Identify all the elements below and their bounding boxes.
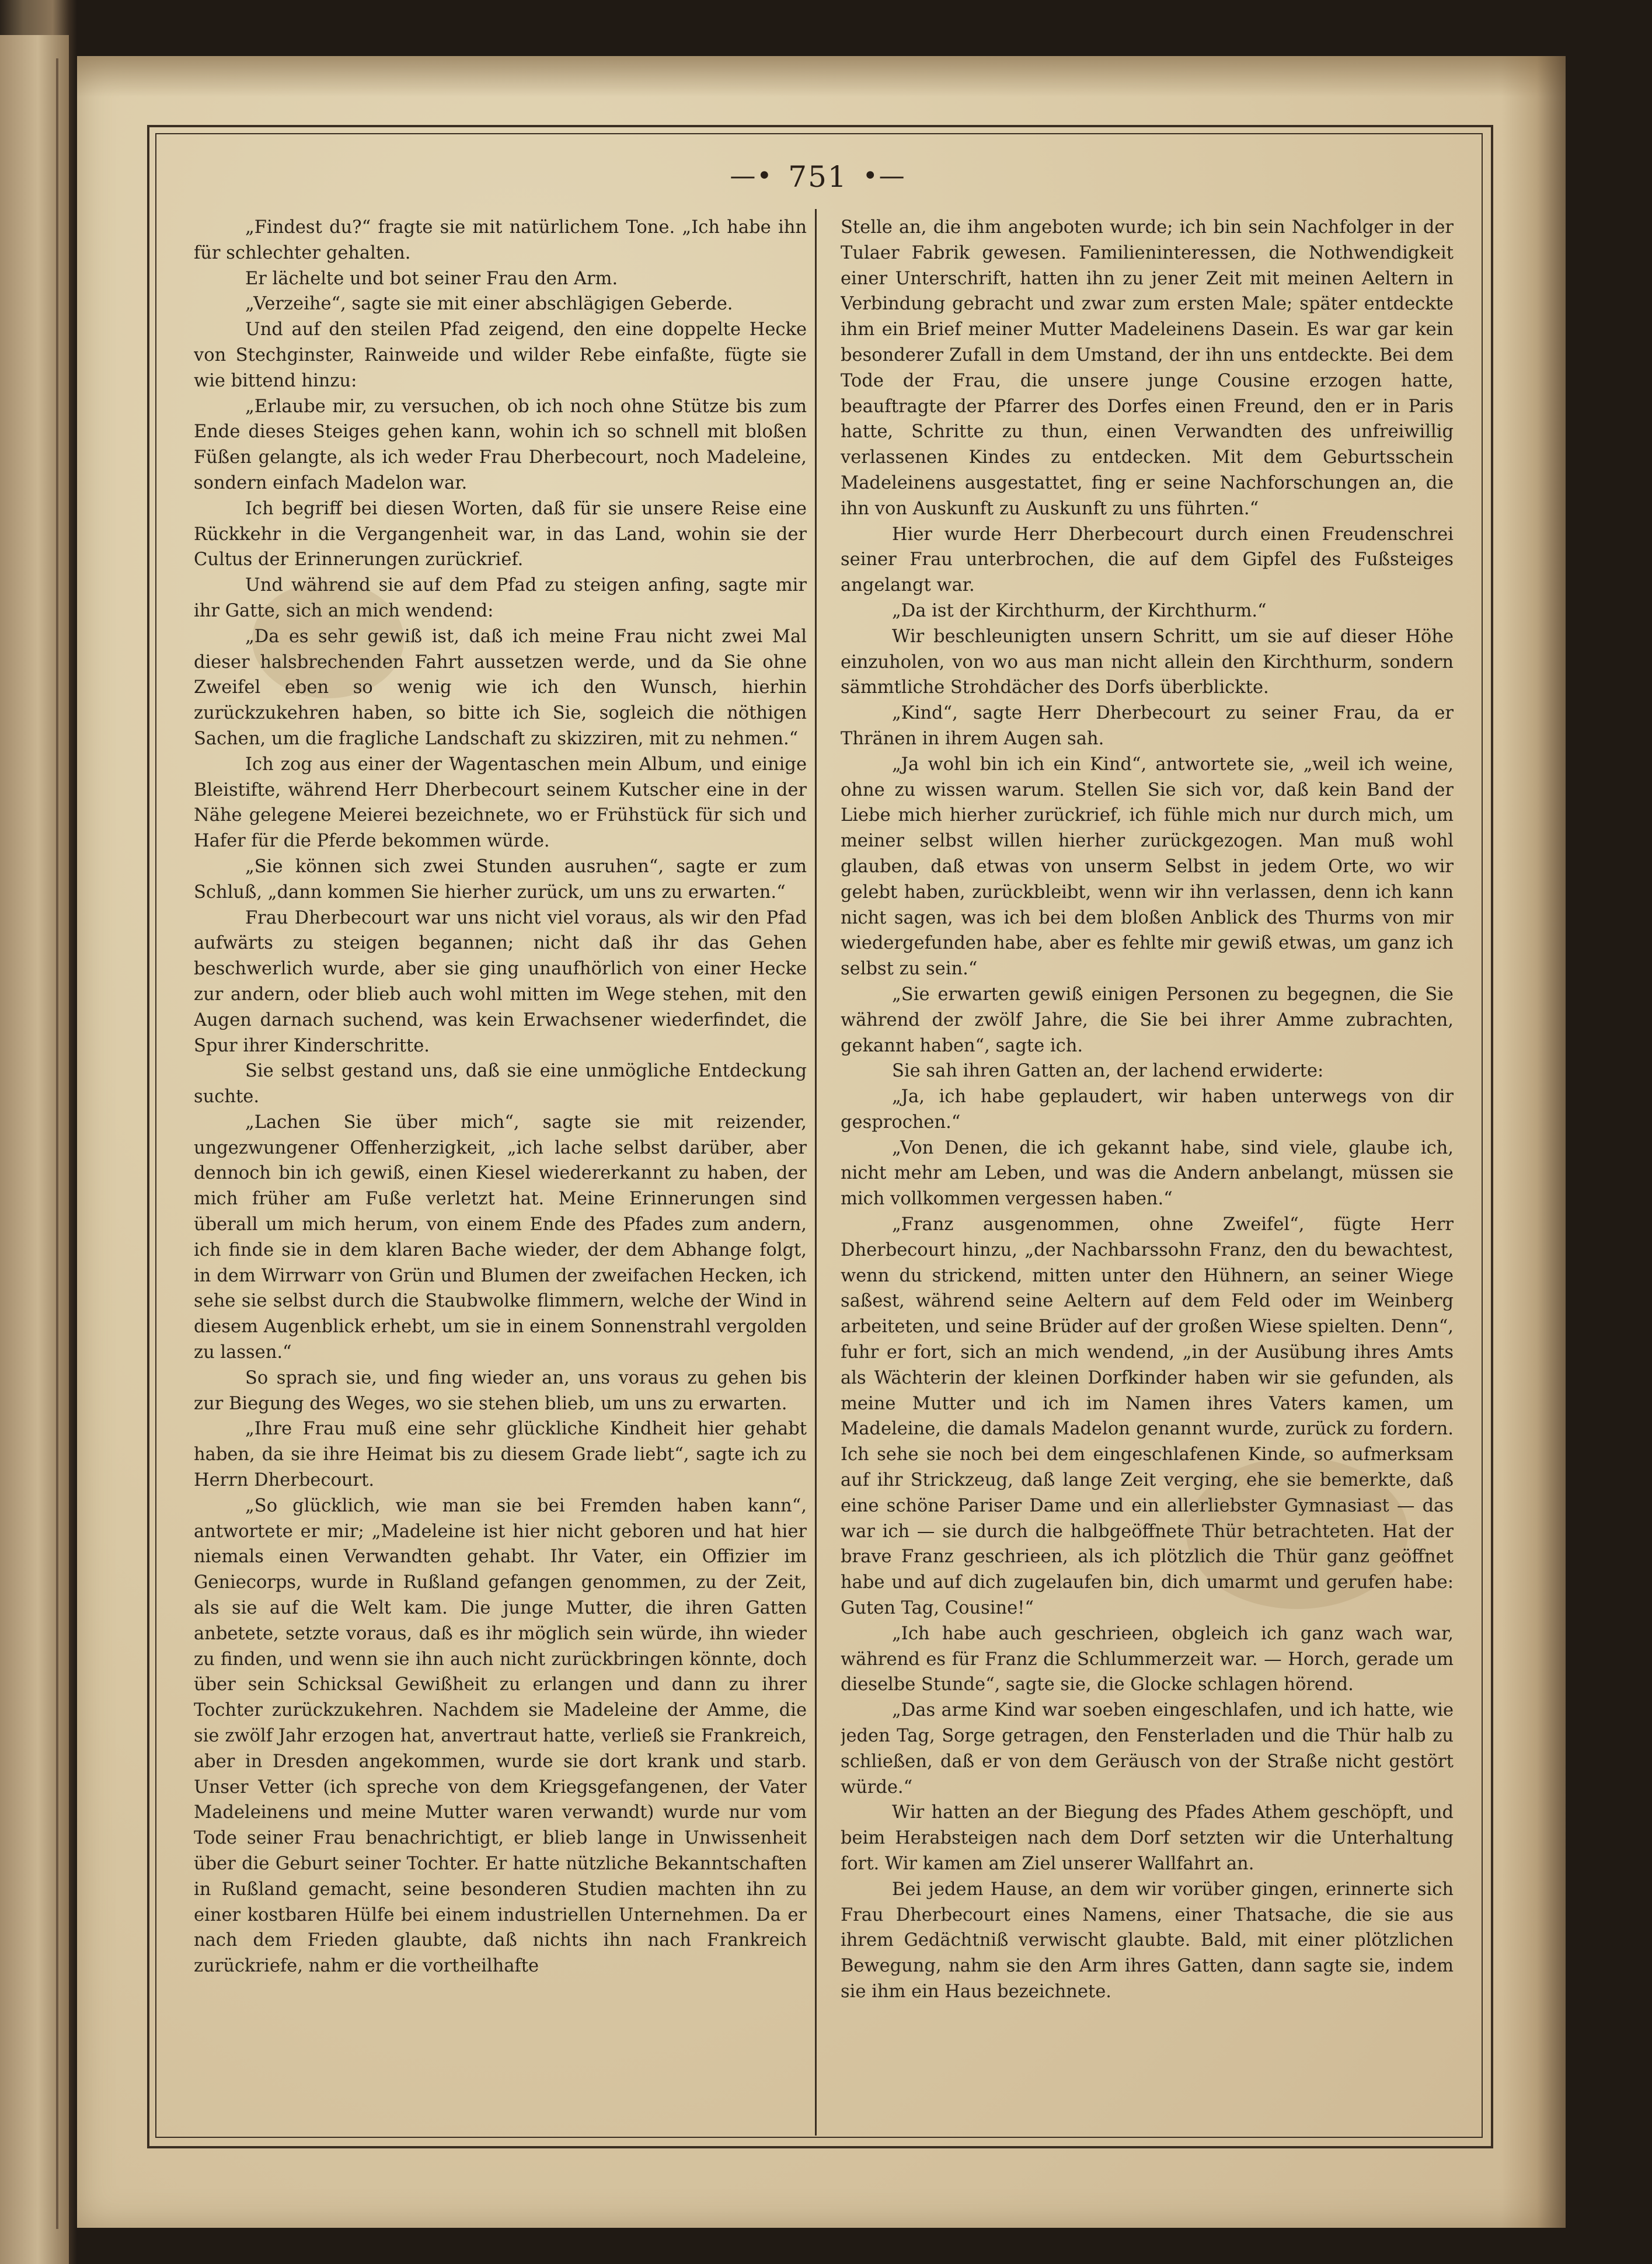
paragraph: So sprach sie, und fing wieder an, uns voraus zu gehen bis zur Biegung des Weges, wo sie stehen blieb, um uns zu erwarten. [194, 1367, 807, 1414]
paragraph: Sie sah ihren Gatten an, der lachend erwiderte: [892, 1061, 1324, 1082]
left-column [194, 215, 807, 2133]
paragraph: Bei jedem Hause, an dem wir vorüber gingen, erinnerte sich Frau Dherbecourt eines Namens, einer Thatsache, die sie aus ihrem Gedächtniß verwischt glaubte. Bald, mit einer plötzlichen Bewegung, nahm sie den Arm ihres Gatten, dann sagte sie, indem sie ihm ein Haus bezeichnete. [841, 1879, 1454, 2002]
header-ornament-left: —• [730, 161, 773, 191]
paragraph: „Kind“, sagte Herr Dherbecourt zu seiner Frau, da er Thränen in ihrem Augen sah. [841, 703, 1454, 749]
paragraph: „Ich habe auch geschrieen, obgleich ich ganz wach war, während es für Franz die Schlummerzeit war. — Horch, gerade um dieselbe Stunde“, sagte sie, die Glocke schlagen hörend. [841, 1623, 1454, 1695]
facing-page-edge [0, 35, 69, 2264]
paragraph: „Von Denen, die ich gekannt habe, sind viele, glaube ich, nicht mehr am Leben, und was die Andern anbelangt, müssen sie mich vollkommen vergessen haben.“ [841, 1137, 1454, 1210]
paragraph: Frau Dherbecourt war uns nicht viel voraus, als wir den Pfad aufwärts zu steigen begannen; nicht daß ihr das Gehen beschwerlich wurde, aber sie ging unaufhörlich von einer Hecke zur andern, oder blieb auch wohl mitten im Wege stehen, mit den Augen darnach suchend, was kein Erwachsener wiederfindet, die Spur ihrer Kinderschritte. [194, 907, 807, 1056]
paragraph: „Sie können sich zwei Stunden ausruhen“, sagte er zum Schluß, „dann kommen Sie hierher zurück, um uns zu erwarten.“ [194, 856, 807, 903]
paragraph: „Findest du?“ fragte sie mit natürlichem Tone. „Ich habe ihn für schlechter gehalten. [194, 217, 807, 263]
header-ornament-right: •— [862, 161, 906, 191]
paragraph: Ich begriff bei diesen Worten, daß für sie unsere Reise eine Rückkehr in die Vergangenheit war, in das Land, wohin sie der Cultus der Erinnerungen zurückrief. [194, 498, 807, 570]
paragraph: „Ja, ich habe geplaudert, wir haben unterwegs von dir gesprochen.“ [841, 1086, 1454, 1133]
paragraph: Ich zog aus einer der Wagentaschen mein Album, und einige Bleistifte, während Herr Dherbecourt seinem Kutscher eine in der Nähe gelegene Meierei bezeichnete, wo er Frühstück für sich und Hafer für die Pferde bekommen würde. [194, 754, 807, 852]
page-number: 751 [788, 160, 848, 194]
paragraph: „Ja wohl bin ich ein Kind“, antwortete sie, „weil ich weine, ohne zu wissen warum. Stellen Sie sich vor, daß kein Band der Liebe mich hierher zurückrief, ich fühle mich nur durch mich, um meiner selbst willen hierher zurückgezogen. Man muß wohl glauben, daß etwas von unserm Selbst in jedem Orte, wo wir gelebt haben, zurückbleibt, wenn wir ihn verlassen, denn ich kann nicht sagen, was ich bei dem bloßen Anblick des Thurms von mir wiedergefunden habe, aber es fehlte mir gewiß etwas, um ganz ich selbst zu sein.“ [841, 754, 1454, 980]
column-rule [815, 209, 817, 2136]
paragraph: „Ihre Frau muß eine sehr glückliche Kindheit hier gehabt haben, da sie ihre Heimat bis zu diesem Grade liebt“, sagte ich zu Herrn Dherbecourt. [194, 1419, 807, 1491]
paragraph: „Lachen Sie über mich“, sagte sie mit reizender, ungezwungener Offenherzigkeit, „ich lache selbst darüber, aber dennoch bin ich gewiß, einen Kiesel wiedererkannt zu haben, der mich früher am Fuße verletzt hat. Meine Erinnerungen sind überall um mich herum, von einem Ende des Pfades zum andern, ich finde sie in dem klaren Bache wieder, der dem Abhange folgt, in dem Wirrwarr von Grün und Blumen der zweifachen Hecken, ich sehe sie selbst durch die Staubwolke flimmern, welche der Wind in diesem Augenblick erhebt, um sie in einem Sonnenstrahl vergolden zu lassen.“ [194, 1112, 807, 1363]
paragraph: „So glücklich, wie man sie bei Fremden haben kann“, antwortete er mir; „Madeleine ist hier nicht geboren und hat hier niemals einen Verwandten gehabt. Ihr Vater, ein Offizier im Geniecorps, wurde in Rußland gefangen genommen, zu der Zeit, als sie auf die Welt kam. Die junge Mutter, die ihren Gatten anbetete, setzte voraus, daß es ihr möglich sein würde, ihn wieder zu finden, und wenn sie ihn auch nicht zurückbringen könnte, doch über sein Schicksal Gewißheit zu erlangen und dann zu ihrer Tochter zurückzukehren. Nachdem sie Madeleine der Amme, die sie zwölf Jahr erzogen hat, anvertraut hatte, verließ sie Frankreich, aber in Dresden angekommen, wurde sie dort krank und starb. Unser Vetter (ich spreche von dem Kriegsgefangenen, der Vater Madeleinens und meine Mutter waren verwandt) wurde nur vom Tode seiner Frau benachrichtigt, er blieb lange in Unwissenheit über die Geburt seiner Tochter. Er hatte nützliche Bekanntschaften in Rußland gemacht, seine besonderen Studien machten ihn zu einer kostbaren Hülfe bei einem industriellen Unternehmen. Da er nach dem Frieden glaubte, daß nichts ihn nach Frankreich zurückriefe, nahm er die vortheilhafte [194, 1495, 807, 1977]
paragraph: Wir hatten an der Biegung des Pfades Athem geschöpft, und beim Herabsteigen nach dem Dorf setzten wir die Unterhaltung fort. Wir kamen am Ziel unserer Wallfahrt an. [841, 1802, 1454, 1874]
page-header [155, 160, 1480, 207]
paragraph: Und auf den steilen Pfad zeigend, den eine doppelte Hecke von Stechginster, Rainweide und wilder Rebe einfaßte, fügte sie wie bittend hinzu: [194, 319, 807, 391]
page-content [77, 56, 1566, 2228]
paragraph: „Verzeihe“, sagte sie mit einer abschlägigen Geberde. [245, 294, 733, 315]
facing-page-rule [56, 58, 58, 2229]
paragraph: „Da ist der Kirchthurm, der Kirchthurm.“ [892, 600, 1267, 621]
paragraph: „Franz ausgenommen, ohne Zweifel“, fügte Herr Dherbecourt hinzu, „der Nachbarssohn Franz, den du bewachtest, wenn du strickend, mitten unter den Hühnern, an seiner Wiege saßest, während seine Aeltern auf dem Feld oder im Weinberg arbeiteten, und seine Brüder auf der großen Wiese spielten. Denn“, fuhr er fort, sich an mich wendend, „in der Ausübung ihres Amts als Wächterin der kleinen Dorfkinder haben wir sie gefunden, als meine Mutter und ich im Namen ihres Vaters kamen, um Madeleine, die damals Madelon genannt wurde, zurück zu fordern. Ich sehe sie noch bei dem eingeschlafenen Kinde, so aufmerksam auf ihr Strickzeug, daß lange Zeit verging, ehe sie bemerkte, daß eine schöne Pariser Dame und ein allerliebster Gymnasiast — das war ich — sie durch die halbgeöffnete Thür betrachteten. Hat der brave Franz geschrieen, als ich plötzlich die Thür ganz geöffnet habe und auf dich zugelaufen bin, dich umarmt und gerufen habe: Guten Tag, Cousine!“ [841, 1214, 1454, 1619]
paragraph: Stelle an, die ihm angeboten wurde; ich bin sein Nachfolger in der Tulaer Fabrik gewesen. Familieninteressen, die Nothwendigkeit einer Unterschrift, hatten ihn zu jener Zeit mit meinen Aeltern in Verbindung gebracht und zwar zum ersten Male; später entdeckte ihm ein Brief meiner Mutter Madeleinens Dasein. Es war gar kein besonderer Zufall in dem Umstand, der ihn uns entdeckte. Bei dem Tode der Frau, die unsere junge Cousine erzogen hatte, beauftragte der Pfarrer des Dorfes einen Freund, den er in Paris hatte, Schritte zu thun, einen Verwandten des unfreiwillig verlassenen Kindes zu entdecken. Mit dem Geburtsschein Madeleinens ausgestattet, fing er seine Nachforschungen an, die ihn von Auskunft zu Auskunft zu uns führten.“ [841, 217, 1454, 519]
right-column [841, 215, 1454, 2133]
paragraph: Sie selbst gestand uns, daß sie eine unmögliche Entdeckung suchte. [194, 1061, 807, 1107]
paragraph: „Sie erwarten gewiß einigen Personen zu begegnen, die Sie während der zwölf Jahre, die Sie bei ihrer Amme zubrachten, gekannt haben“, sagte ich. [841, 984, 1454, 1056]
paragraph: Er lächelte und bot seiner Frau den Arm. [245, 268, 618, 289]
paragraph: „Das arme Kind war soeben eingeschlafen, und ich hatte, wie jeden Tag, Sorge getragen, den Fensterladen und die Thür halb zu schließen, daß er von dem Geräusch von der Straße nicht gestört würde.“ [841, 1700, 1454, 1798]
paragraph: Wir beschleunigten unsern Schritt, um sie auf dieser Höhe einzuholen, von wo aus man nicht allein den Kirchthurm, sondern sämmtliche Strohdächer des Dorfs überblickte. [841, 626, 1454, 698]
paragraph: „Erlaube mir, zu versuchen, ob ich noch ohne Stütze bis zum Ende dieses Steiges gehen kann, wohin ich so schnell mit bloßen Füßen gelangte, als ich weder Frau Dherbecourt, noch Madeleine, sondern einfach Madelon war. [194, 396, 807, 493]
paragraph: Hier wurde Herr Dherbecourt durch einen Freudenschrei seiner Frau unterbrochen, die auf dem Gipfel des Fußsteiges angelangt war. [841, 524, 1454, 596]
paragraph: „Da es sehr gewiß ist, daß ich meine Frau nicht zwei Mal dieser halsbrechenden Fahrt aussetzen werde, und da Sie ohne Zweifel eben so wenig wie ich den Wunsch, hierhin zurückzukehren haben, so bitte ich Sie, sogleich die nöthigen Sachen, um die fragliche Landschaft zu skizziren, mit zu nehmen.“ [194, 626, 807, 749]
paragraph: Und während sie auf dem Pfad zu steigen anfing, sagte mir ihr Gatte, sich an mich wendend: [194, 575, 807, 621]
